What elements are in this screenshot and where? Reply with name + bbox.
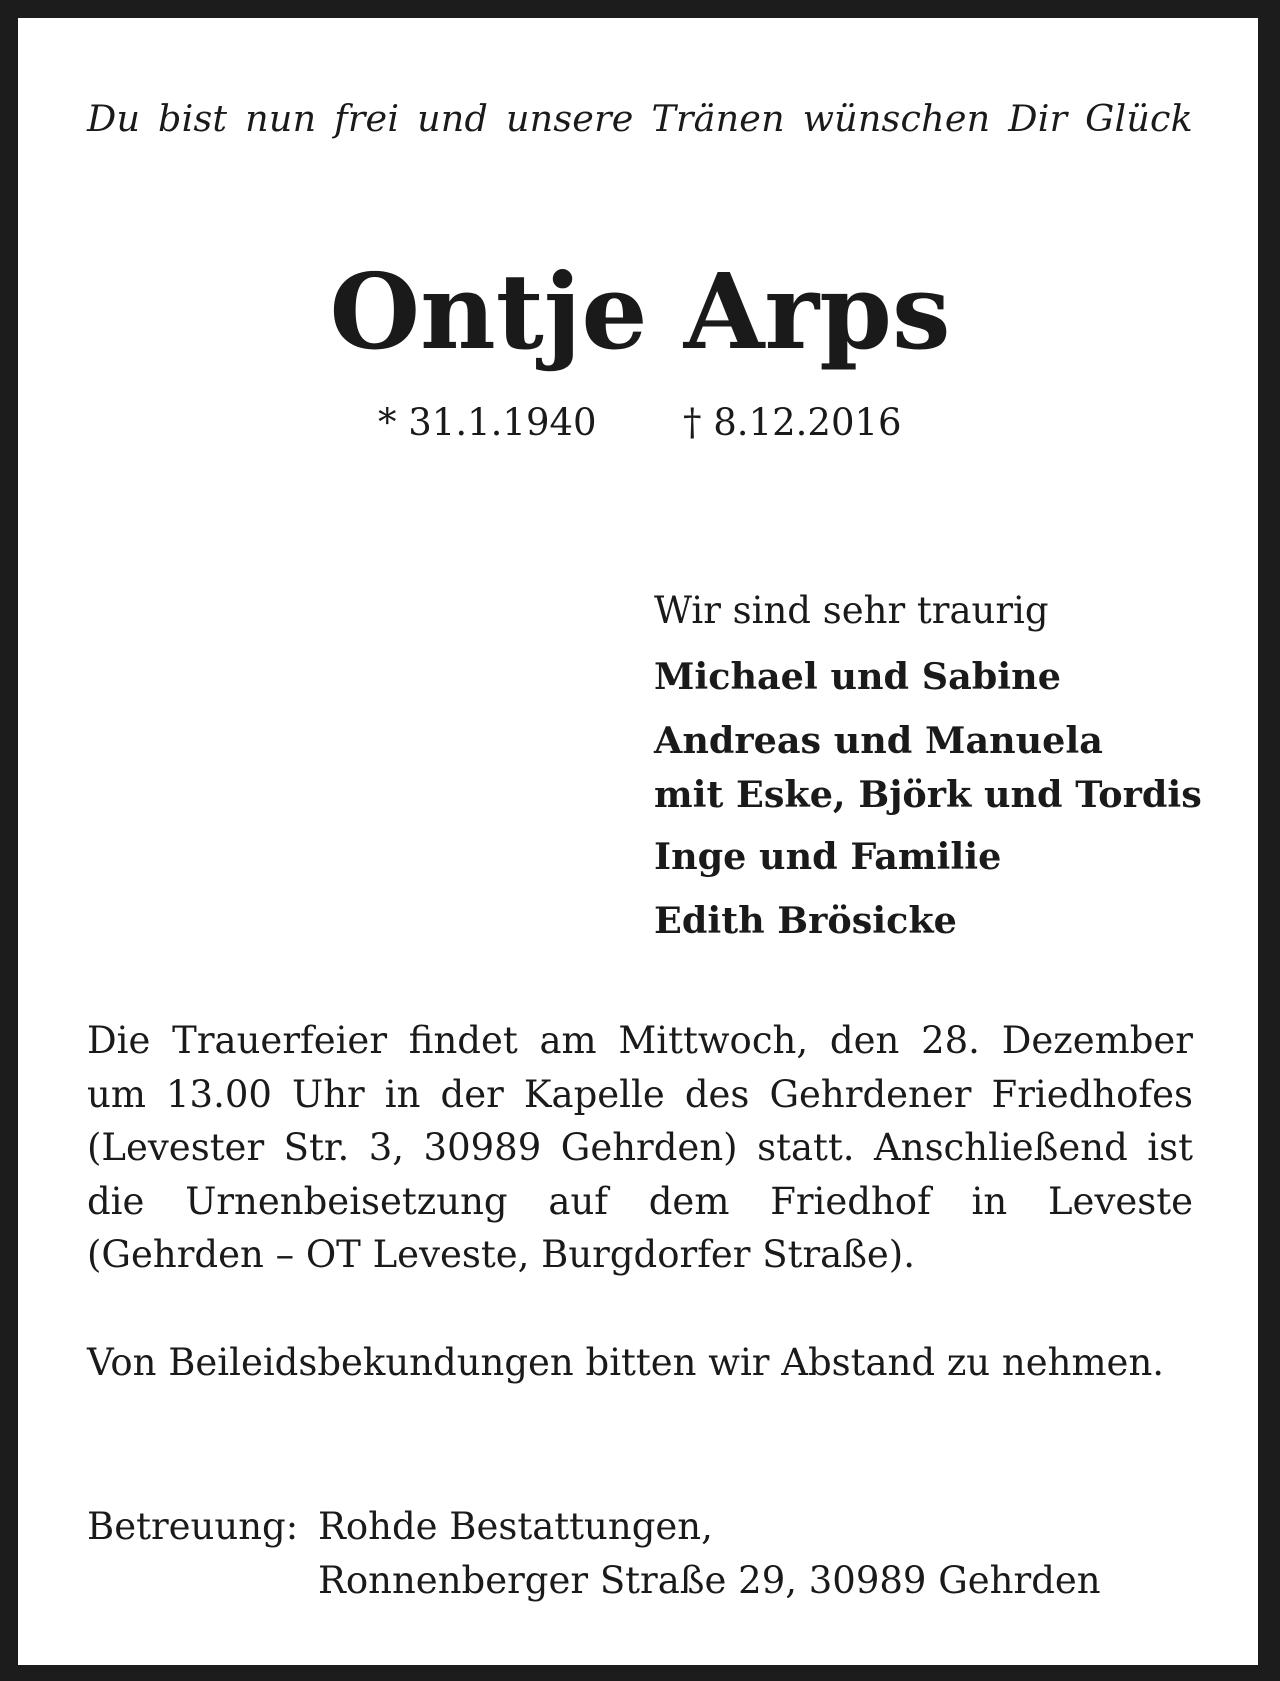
- birth-date: * 31.1.1940: [378, 401, 597, 444]
- funeral-home: [87, 1500, 1101, 1607]
- deceased-name: Ontje Arps: [329, 250, 951, 373]
- death-date: † 8.12.2016: [683, 401, 902, 444]
- service-details: Die Trauerfeier findet am Mittwoch, den 28. Dezember um 13.00 Uhr in der Kapelle des Gehrdener Friedhofes (Levester Str. 3, 30989 Gehrden) statt. Anschließend ist die Urnenbeisetzung auf dem Friedhof in Leveste (Gehrden – OT Leveste, Burgdorfer Straße).: [87, 1019, 1193, 1276]
- care-name: Rohde Bestattungen,: [318, 1505, 713, 1548]
- mourner-group: Michael und Sabine: [654, 655, 1061, 698]
- mourner-group: Inge und Familie: [654, 835, 1002, 878]
- motto: Du bist nun frei und unsere Tränen wünschen Dir Glück: [87, 97, 1193, 140]
- condolence-note: Von Beileidsbekundungen bitten wir Abstand zu nehmen.: [87, 1341, 1165, 1384]
- mourners-block: [654, 584, 1214, 948]
- mourners-lead: Wir sind sehr traurig: [654, 589, 1049, 632]
- life-dates: [378, 398, 902, 448]
- care-address: Ronnenberger Straße 29, 30989 Gehrden: [318, 1558, 1101, 1602]
- mourner-group: Andreas und Manuela mit Eske, Björk und Tordis: [654, 719, 1202, 816]
- mourner-group: Edith Brösicke: [654, 899, 957, 942]
- care-label: Betreuung:: [87, 1505, 299, 1548]
